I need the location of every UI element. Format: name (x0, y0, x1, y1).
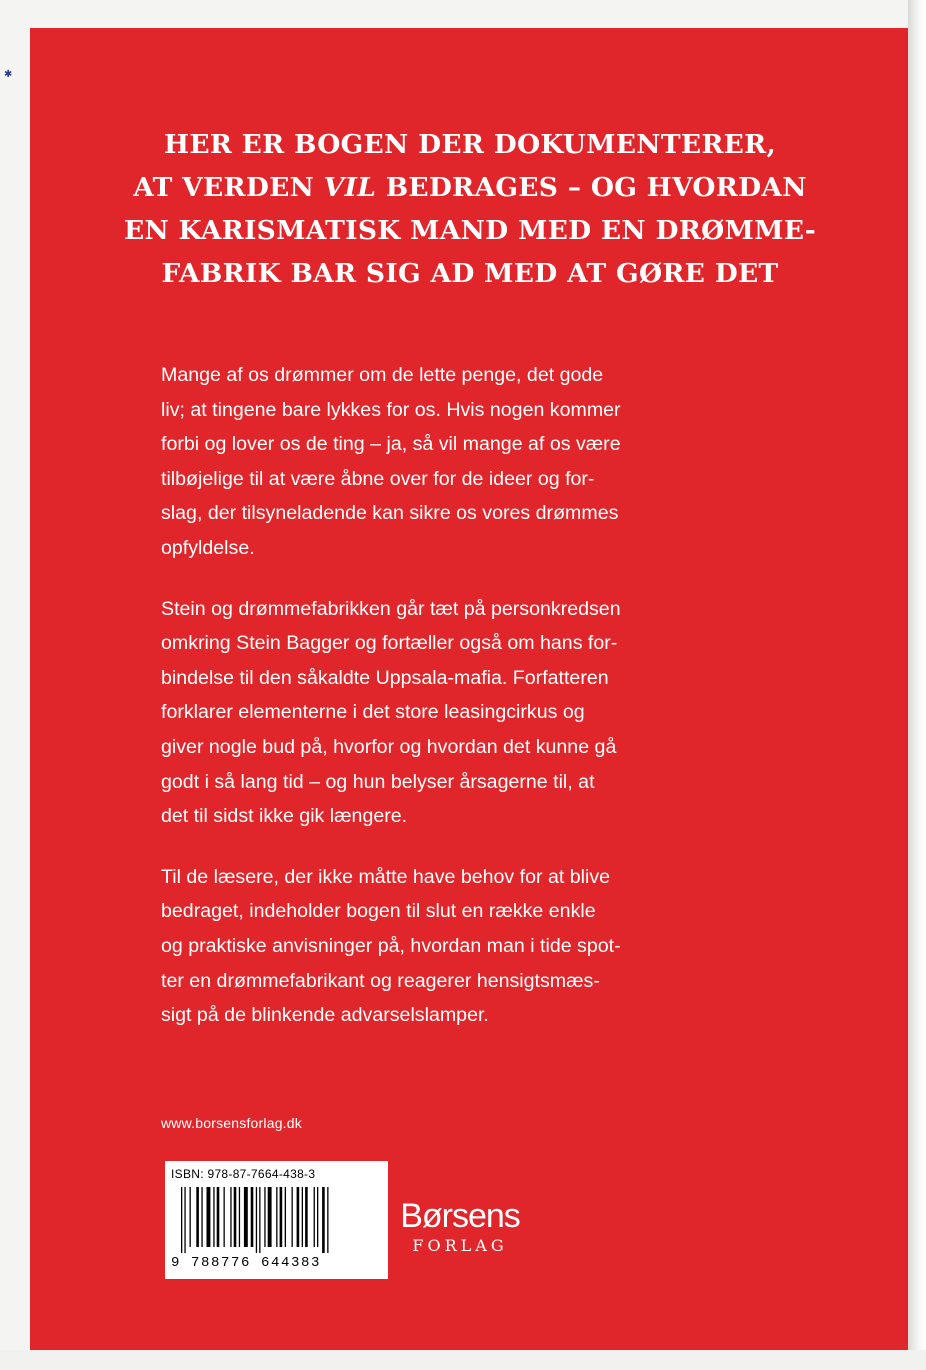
blurb-line: sigt på de blinkende advarselslamper. (161, 1004, 489, 1027)
headline-line-2-pre: AT VERDEN (133, 172, 324, 203)
blurb-line: giver nogle bud på, hvorfor og hvordan det kunne gå (161, 735, 617, 758)
barcode-bar (251, 1187, 254, 1247)
headline-line-1: HER ER BOGEN DER DOKUMENTERER, (163, 129, 777, 160)
blurb-line: Mange af os drømmer om de lette penge, det gode (161, 364, 604, 386)
barcode-number: 9 788776 644383 (171, 1255, 322, 1271)
headline-line-3: EN KARISMATISK MAND MED EN DRØMME- (123, 215, 817, 246)
barcode-bar (268, 1187, 272, 1247)
barcode-bar (256, 1187, 257, 1253)
blurb-line: bedraget, indeholder bogen til slut en række enkle (161, 900, 596, 923)
publisher-logo (390, 1198, 530, 1258)
blurb-line: og praktiske anvisninger på, hvordan man i tide spot- (161, 934, 621, 957)
blurb-paragraph-2 (161, 592, 781, 834)
barcode-bar (213, 1187, 214, 1247)
barcode-bar (201, 1187, 202, 1247)
publisher-name: Børsens (400, 1197, 520, 1235)
barcode-bar (181, 1187, 182, 1253)
barcode-bar (280, 1187, 283, 1247)
barcode-bar (196, 1187, 199, 1247)
blurb-paragraph-1 (161, 358, 781, 566)
blurb-line: liv; at tingene bare lykkes for os. Hvis nogen kommer (161, 398, 621, 421)
blurb-line: det til sidst ikke gik længere. (161, 805, 408, 828)
barcode-bar (317, 1187, 318, 1247)
barcode-bar (184, 1187, 185, 1253)
barcode-bar (322, 1187, 325, 1253)
barcode-bar (297, 1187, 300, 1247)
headline-line-4: FABRIK BAR SIG AD MED AT GØRE DET (161, 258, 779, 289)
barcode-bar (239, 1187, 240, 1247)
blurb-line: Stein og drømmefabrikken går tæt på personkredsen (161, 597, 621, 620)
publisher-website[interactable]: www.borsensforlag.dk (161, 1115, 302, 1131)
blurb-line: forklarer elementerne i det store leasingcirkus og (161, 701, 585, 724)
book-bottom-edge (0, 1350, 926, 1370)
barcode-bar (224, 1187, 225, 1247)
blurb-paragraph-3 (161, 860, 781, 1033)
blurb-line: ter en drømmefabrikant og reagerer hensigtsmæs- (161, 969, 600, 992)
barcode-bar (244, 1187, 248, 1247)
barcode-bar (234, 1187, 237, 1247)
barcode-bar (190, 1187, 191, 1247)
isbn-label: ISBN: 978-87-7664-438-3 (171, 1167, 316, 1181)
blurb-body (161, 358, 781, 1059)
back-cover (30, 28, 908, 1350)
blurb-line: omkring Stein Bagger og fortæller også om hans for- (161, 632, 618, 655)
barcode-bar (264, 1187, 265, 1247)
barcode-bars (179, 1187, 379, 1253)
barcode-bar (292, 1187, 293, 1247)
book-spine-edge (908, 0, 926, 1370)
blurb-line: slag, der tilsyneladende kan sikre os vores drømmes (161, 502, 619, 525)
blurb-line: Til de læsere, der ikke måtte have behov for at blive (161, 865, 611, 888)
blurb-line: forbi og lover os de ting – ja, så vil mange af os være (161, 433, 621, 456)
headline-line-2-post: BEDRAGES – OG HVORDAN (376, 172, 807, 203)
barcode-bar (230, 1187, 231, 1247)
headline-line-2-emphasis: VIL (323, 172, 377, 203)
barcode-bar (217, 1187, 220, 1247)
scan-speck-icon: ✱ (4, 69, 13, 80)
barcode-bar (285, 1187, 286, 1247)
blurb-line: tilbøjelige til at være åbne over for de ideer og for- (161, 467, 595, 490)
barcode-bar (305, 1187, 308, 1247)
barcode-bar (327, 1187, 328, 1253)
barcode-bar (207, 1187, 211, 1247)
blurb-line: bindelse til den såkaldte Uppsala-mafia. Forfatteren (161, 666, 609, 689)
barcode-bar (314, 1187, 315, 1247)
cover-headline (90, 123, 850, 295)
isbn-barcode (165, 1161, 388, 1279)
publisher-subtitle: FORLAG (412, 1236, 508, 1255)
barcode-bar (276, 1187, 277, 1247)
blurb-line: godt i så lang tid – og hun belyser årsagerne til, at (161, 770, 595, 793)
blurb-line: opfyldelse. (161, 536, 255, 559)
barcode-bar (302, 1187, 303, 1247)
barcode-bar (259, 1187, 260, 1253)
